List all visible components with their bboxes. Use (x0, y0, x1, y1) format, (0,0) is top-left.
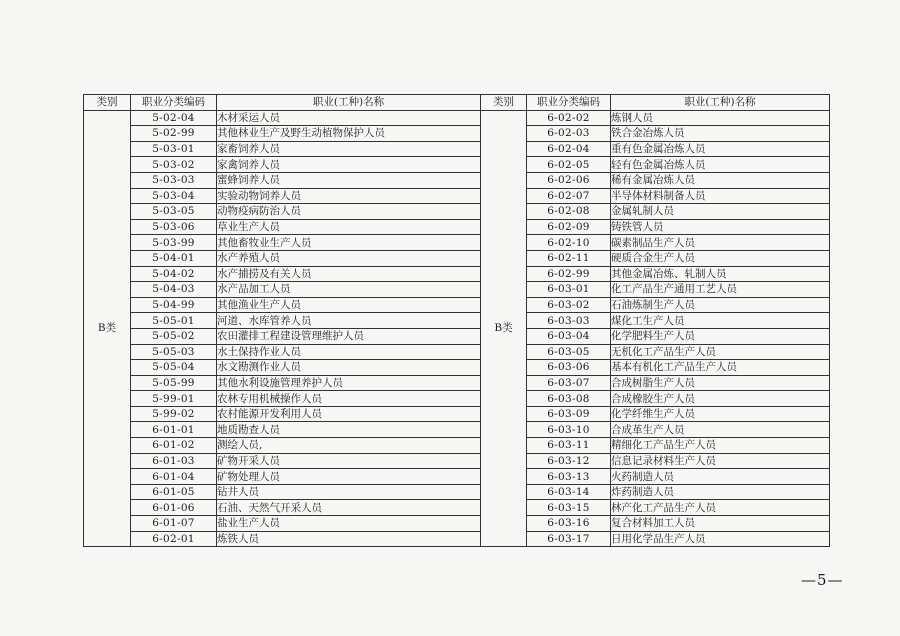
code-cell: 5-05-99 (131, 375, 217, 391)
code-cell: 6-02-01 (131, 531, 217, 547)
code-cell: 6-03-16 (527, 516, 611, 532)
code-cell: 6-03-15 (527, 500, 611, 516)
name-cell: 火药制造人员 (611, 469, 830, 485)
code-cell: 6-02-11 (527, 250, 611, 266)
name-cell: 地质勘查人员 (217, 422, 481, 438)
name-cell: 实验动物饲养人员 (217, 188, 481, 204)
name-cell: 精细化工产品生产人员 (611, 438, 830, 454)
name-cell: 稀有金属冶炼人员 (611, 172, 830, 188)
table-row (84, 141, 830, 157)
table-row (84, 531, 830, 547)
table-row (84, 406, 830, 422)
code-cell: 5-03-03 (131, 172, 217, 188)
code-cell: 6-01-01 (131, 422, 217, 438)
code-cell: 6-03-08 (527, 391, 611, 407)
code-cell: 6-01-02 (131, 438, 217, 454)
code-cell: 6-03-13 (527, 469, 611, 485)
name-cell: 无机化工产品生产人员 (611, 344, 830, 360)
table-row (84, 328, 830, 344)
table-row (84, 516, 830, 532)
table-body (84, 110, 830, 547)
code-cell: 6-02-03 (527, 126, 611, 142)
name-cell: 化工产品生产通用工艺人员 (611, 282, 830, 298)
name-cell: 重有色金属冶炼人员 (611, 141, 830, 157)
header-code: 职业分类编码 (131, 95, 217, 111)
name-cell: 水产捕捞及有关人员 (217, 266, 481, 282)
code-cell: 6-02-10 (527, 235, 611, 251)
code-cell: 6-01-06 (131, 500, 217, 516)
code-cell: 6-02-08 (527, 204, 611, 220)
name-cell: 铸铁管人员 (611, 219, 830, 235)
name-cell: 矿物开采人员 (217, 453, 481, 469)
table-row (84, 157, 830, 173)
code-cell: 5-03-05 (131, 204, 217, 220)
code-cell: 5-04-02 (131, 266, 217, 282)
header-category-right: 类别 (481, 95, 527, 111)
name-cell: 家禽饲养人员 (217, 157, 481, 173)
header-name: 职业(工种)名称 (217, 95, 481, 111)
code-cell: 5-05-02 (131, 328, 217, 344)
code-cell: 5-02-04 (131, 110, 217, 126)
name-cell: 其他畜牧业生产人员 (217, 235, 481, 251)
code-cell: 6-03-01 (527, 282, 611, 298)
name-cell: 基本有机化工产品生产人员 (611, 360, 830, 376)
table-row (84, 360, 830, 376)
table-row (84, 219, 830, 235)
name-cell: 日用化学品生产人员 (611, 531, 830, 547)
name-cell: 煤化工生产人员 (611, 313, 830, 329)
name-cell: 林产化工产品生产人员 (611, 500, 830, 516)
code-cell: 5-99-01 (131, 391, 217, 407)
name-cell: 半导体材料制备人员 (611, 188, 830, 204)
name-cell: 化学肥料生产人员 (611, 328, 830, 344)
name-cell: 石油、天然气开采人员 (217, 500, 481, 516)
name-cell: 水土保持作业人员 (217, 344, 481, 360)
code-cell: 5-04-99 (131, 297, 217, 313)
code-cell: 6-02-02 (527, 110, 611, 126)
code-cell: 5-05-03 (131, 344, 217, 360)
name-cell: 钻井人员 (217, 484, 481, 500)
code-cell: 6-03-12 (527, 453, 611, 469)
table-row (84, 453, 830, 469)
name-cell: 信息记录材料生产人员 (611, 453, 830, 469)
code-cell: 5-04-03 (131, 282, 217, 298)
page-number: —5— (801, 571, 844, 589)
code-cell: 6-03-17 (527, 531, 611, 547)
name-cell: 盐业生产人员 (217, 516, 481, 532)
name-cell: 动物疫病防治人员 (217, 204, 481, 220)
code-cell: 6-03-07 (527, 375, 611, 391)
name-cell: 铁合金冶炼人员 (611, 126, 830, 142)
name-cell: 水产养殖人员 (217, 250, 481, 266)
code-cell: 6-02-07 (527, 188, 611, 204)
code-cell: 6-02-05 (527, 157, 611, 173)
name-cell: 合成橡胶生产人员 (611, 391, 830, 407)
name-cell: 河道、水库管养人员 (217, 313, 481, 329)
code-cell: 6-03-09 (527, 406, 611, 422)
name-cell: 其他金属冶炼、轧制人员 (611, 266, 830, 282)
name-cell: 炸药制造人员 (611, 484, 830, 500)
name-cell: 其他林业生产及野生动植物保护人员 (217, 126, 481, 142)
code-cell: 6-01-05 (131, 484, 217, 500)
name-cell: 硬质合金生产人员 (611, 250, 830, 266)
code-cell: 6-03-10 (527, 422, 611, 438)
table-row (84, 313, 830, 329)
name-cell: 其他水利设施管理养护人员 (217, 375, 481, 391)
code-cell: 5-03-02 (131, 157, 217, 173)
code-cell: 5-03-99 (131, 235, 217, 251)
name-cell: 炼钢人员 (611, 110, 830, 126)
name-cell: 合成树脂生产人员 (611, 375, 830, 391)
header-name-right: 职业(工种)名称 (611, 95, 830, 111)
name-cell: 矿物处理人员 (217, 469, 481, 485)
name-cell: 复合材料加工人员 (611, 516, 830, 532)
code-cell: 6-02-06 (527, 172, 611, 188)
header-category: 类别 (84, 95, 131, 111)
name-cell: 农林专用机械操作人员 (217, 391, 481, 407)
name-cell: 木材采运人员 (217, 110, 481, 126)
code-cell: 6-03-11 (527, 438, 611, 454)
code-cell: 5-02-99 (131, 126, 217, 142)
table-row (84, 172, 830, 188)
name-cell: 炼铁人员 (217, 531, 481, 547)
name-cell: 农田灌排工程建设管理维护人员 (217, 328, 481, 344)
code-cell: 5-99-02 (131, 406, 217, 422)
code-cell: 6-03-05 (527, 344, 611, 360)
code-cell: 5-03-04 (131, 188, 217, 204)
name-cell: 化学纤维生产人员 (611, 406, 830, 422)
table-row (84, 469, 830, 485)
code-cell: 6-03-14 (527, 484, 611, 500)
table-row (84, 235, 830, 251)
table-row (84, 266, 830, 282)
name-cell: 金属轧制人员 (611, 204, 830, 220)
table-row (84, 391, 830, 407)
name-cell: 其他渔业生产人员 (217, 297, 481, 313)
table-row (84, 422, 830, 438)
table-row (84, 484, 830, 500)
category-cell-right: B类 (481, 110, 527, 547)
table-row (84, 126, 830, 142)
code-cell: 6-01-03 (131, 453, 217, 469)
code-cell: 5-03-01 (131, 141, 217, 157)
code-cell: 5-04-01 (131, 250, 217, 266)
code-cell: 6-01-07 (131, 516, 217, 532)
name-cell: 合成革生产人员 (611, 422, 830, 438)
code-cell: 6-03-03 (527, 313, 611, 329)
table-row (84, 500, 830, 516)
table-row (84, 282, 830, 298)
category-cell-left: B类 (84, 110, 131, 547)
code-cell: 6-03-04 (527, 328, 611, 344)
table-row (84, 250, 830, 266)
name-cell: 水文勘测作业人员 (217, 360, 481, 376)
name-cell: 蜜蜂饲养人员 (217, 172, 481, 188)
table-header-row (84, 95, 830, 111)
name-cell: 农村能源开发利用人员 (217, 406, 481, 422)
name-cell: 水产品加工人员 (217, 282, 481, 298)
table-row (84, 110, 830, 126)
table-row (84, 297, 830, 313)
code-cell: 6-03-06 (527, 360, 611, 376)
table-row (84, 375, 830, 391)
code-cell: 5-05-01 (131, 313, 217, 329)
table-row (84, 344, 830, 360)
name-cell: 碳素制品生产人员 (611, 235, 830, 251)
code-cell: 6-02-09 (527, 219, 611, 235)
table-row (84, 204, 830, 220)
code-cell: 6-02-99 (527, 266, 611, 282)
occupation-table (83, 94, 830, 547)
table-row (84, 438, 830, 454)
code-cell: 6-02-04 (527, 141, 611, 157)
code-cell: 6-03-02 (527, 297, 611, 313)
name-cell: 测绘人员, (217, 438, 481, 454)
code-cell: 6-01-04 (131, 469, 217, 485)
name-cell: 家畜饲养人员 (217, 141, 481, 157)
name-cell: 草业生产人员 (217, 219, 481, 235)
name-cell: 轻有色金属冶炼人员 (611, 157, 830, 173)
code-cell: 5-05-04 (131, 360, 217, 376)
name-cell: 石油炼制生产人员 (611, 297, 830, 313)
code-cell: 5-03-06 (131, 219, 217, 235)
header-code-right: 职业分类编码 (527, 95, 611, 111)
table-row (84, 188, 830, 204)
